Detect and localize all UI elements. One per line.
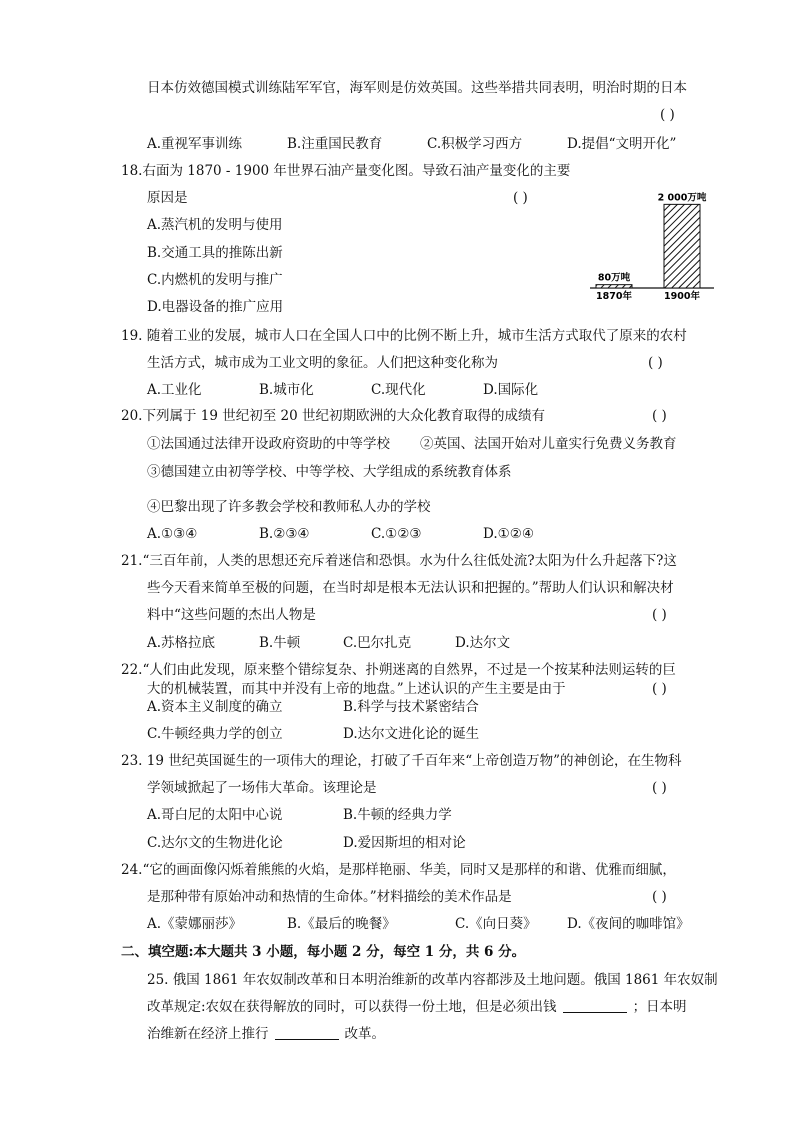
q22-answer-paren: ( ) [652,681,667,697]
q21-answer-paren: ( ) [652,607,667,623]
q21-option-a: A.苏格拉底 [147,635,216,651]
bar-value-label: 2 000万吨 [657,192,707,204]
q21-option-d: D.达尔文 [455,635,511,651]
q20-statement-1: ①法国通过法律开设政府资助的中等学校 [147,436,390,452]
q19-option-a: A.工业化 [147,382,202,398]
q25-stem-line-3 [147,1025,385,1043]
bar-1900年 [664,204,700,288]
q22-option-a: A.资本主义制度的确立 [147,699,283,715]
q18-option-c: C.内燃机的发明与推广 [147,272,283,288]
q20-statement-4: ④巴黎出现了许多教会学校和教师私人办的学校 [147,499,431,515]
x-tick-label: 1870年 [596,291,632,302]
q25-line2-text: 改革规定:农奴在获得解放的同时，可以获得一份土地，但是必须出钱 [147,999,557,1015]
q23-answer-paren: ( ) [652,780,667,796]
q18-stem-line-2: 原因是 [147,190,188,206]
q25-blank-1[interactable] [563,998,627,1013]
q18-option-b: B.交通工具的推陈出新 [147,245,283,261]
q19-option-b: B.城市化 [259,382,314,398]
q18-option-d: D.电器设备的推广应用 [147,299,284,315]
q20-option-c: C.①②③ [371,526,422,542]
q25-blank-2[interactable] [275,1025,339,1040]
q20-answer-paren: ( ) [652,408,667,424]
q18-answer-paren: ( ) [513,190,528,206]
section-2-heading: 二、填空题:本大题共 3 小题，每小题 2 分，每空 1 分，共 6 分。 [121,944,526,960]
q17-option-c: C.积极学习西方 [427,136,523,152]
q23-option-a: A.哥白尼的太阳中心说 [147,807,283,823]
q17-answer-paren: ( ) [660,107,675,123]
q19-stem-line-2: 生活方式，城市成为工业文明的象征。人们把这种变化称为 [147,355,498,371]
q18-option-a: A.蒸汽机的发明与使用 [147,217,283,233]
q24-stem-line-1: 24.“它的画面像闪烁着熊熊的火焰，是那样艳丽、华美，同时又是那样的和谐、优雅而细腻， [121,862,676,878]
q20-statement-3: ③德国建立由初等学校、中等学校、大学组成的系统教育体系 [147,464,512,480]
q17-option-d: D.提倡“文明开化” [567,136,677,152]
q18-stem-line-1: 18.右面为 1870 - 1900 年世界石油产量变化图。导致石油产量变化的主要 [121,163,571,179]
q25-stem-line-2 [147,998,687,1016]
q25-stem-line-1: 25. 俄国 1861 年农奴制改革和日本明治维新的改革内容都涉及土地问题。俄国 1861 年农奴制 [147,972,718,988]
q21-stem-line-1: 21.“三百年前，人类的思想还充斥着迷信和恐惧。水为什么往低处流?太阳为什么升起落下?这 [121,553,677,569]
q22-option-b: B.科学与技术紧密结合 [343,699,479,715]
q19-option-c: C.现代化 [371,382,426,398]
q19-option-d: D.国际化 [483,382,539,398]
q20-stem-line: 20.下列属于 19 世纪初至 20 世纪初期欧洲的大众化教育取得的成绩有 [121,408,545,424]
q21-stem-line-2: 些今天看来简单至极的问题，在当时却是根本无法认识和把握的。”帮助人们认识和解决材 [147,580,674,596]
q22-stem-line-2: 大的机械装置，而其中并没有上帝的地盘。”上述认识的产生主要是由于 [147,681,566,697]
q23-option-d: D.爱因斯坦的相对论 [343,835,466,851]
oil-production-chart [588,180,718,305]
q20-option-a: A.①③④ [147,526,198,542]
q22-option-d: D.达尔文进化论的诞生 [343,726,480,742]
q24-option-d: D.《夜间的咖啡馆》 [567,916,690,932]
q25-line3-text: 治维新在经济上推行 [147,1026,269,1042]
q23-stem-line-1: 23. 19 世纪英国诞生的一项伟大的理论，打破了千百年来“上帝创造万物”的神创论，在生物科 [121,753,682,769]
q20-statement-2: ②英国、法国开始对儿童实行免费义务教育 [420,436,677,452]
bar-value-label: 80万吨 [597,272,631,284]
q19-answer-paren: ( ) [648,355,663,371]
q23-option-b: B.牛顿的经典力学 [343,807,452,823]
q23-option-c: C.达尔文的生物进化论 [147,835,283,851]
q21-option-b: B.牛顿 [259,635,301,651]
q24-stem-line-2: 是那种带有原始冲动和热情的生命体。”材料描绘的美术作品是 [147,889,512,905]
q24-answer-paren: ( ) [652,889,667,905]
x-tick-label: 1900年 [664,291,700,302]
q20-option-b: B.②③④ [259,526,310,542]
q21-option-c: C.巴尔扎克 [343,635,412,651]
q24-option-c: C.《向日葵》 [455,916,537,932]
q17-option-b: B.注重国民教育 [287,136,383,152]
q25-line2-tail: ；日本明 [632,999,687,1015]
q22-option-c: C.牛顿经典力学的创立 [147,726,283,742]
q25-line3-tail: 改革。 [344,1026,385,1042]
q20-option-d: D.①②④ [483,526,534,542]
bar-1870年 [596,285,632,288]
q24-option-b: B.《最后的晚餐》 [287,916,396,932]
q19-stem-line-1: 19. 随着工业的发展，城市人口在全国人口中的比例不断上升，城市生活方式取代了原来的农村 [121,328,687,344]
q22-stem-line-1: 22.“人们由此发现，原来整个错综复杂、扑朔迷离的自然界，不过是一个按某种法则运转的巨 [121,662,676,678]
q17-stem-line: 日本仿效德国模式训练陆军军官，海军则是仿效英国。这些举措共同表明，明治时期的日本 [147,80,687,96]
q17-option-a: A.重视军事训练 [147,136,243,152]
q23-stem-line-2: 学领域掀起了一场伟大革命。该理论是 [147,780,377,796]
q21-stem-line-3: 料中“这些问题的杰出人物是 [147,607,316,623]
q24-option-a: A.《蒙娜丽莎》 [147,916,243,932]
